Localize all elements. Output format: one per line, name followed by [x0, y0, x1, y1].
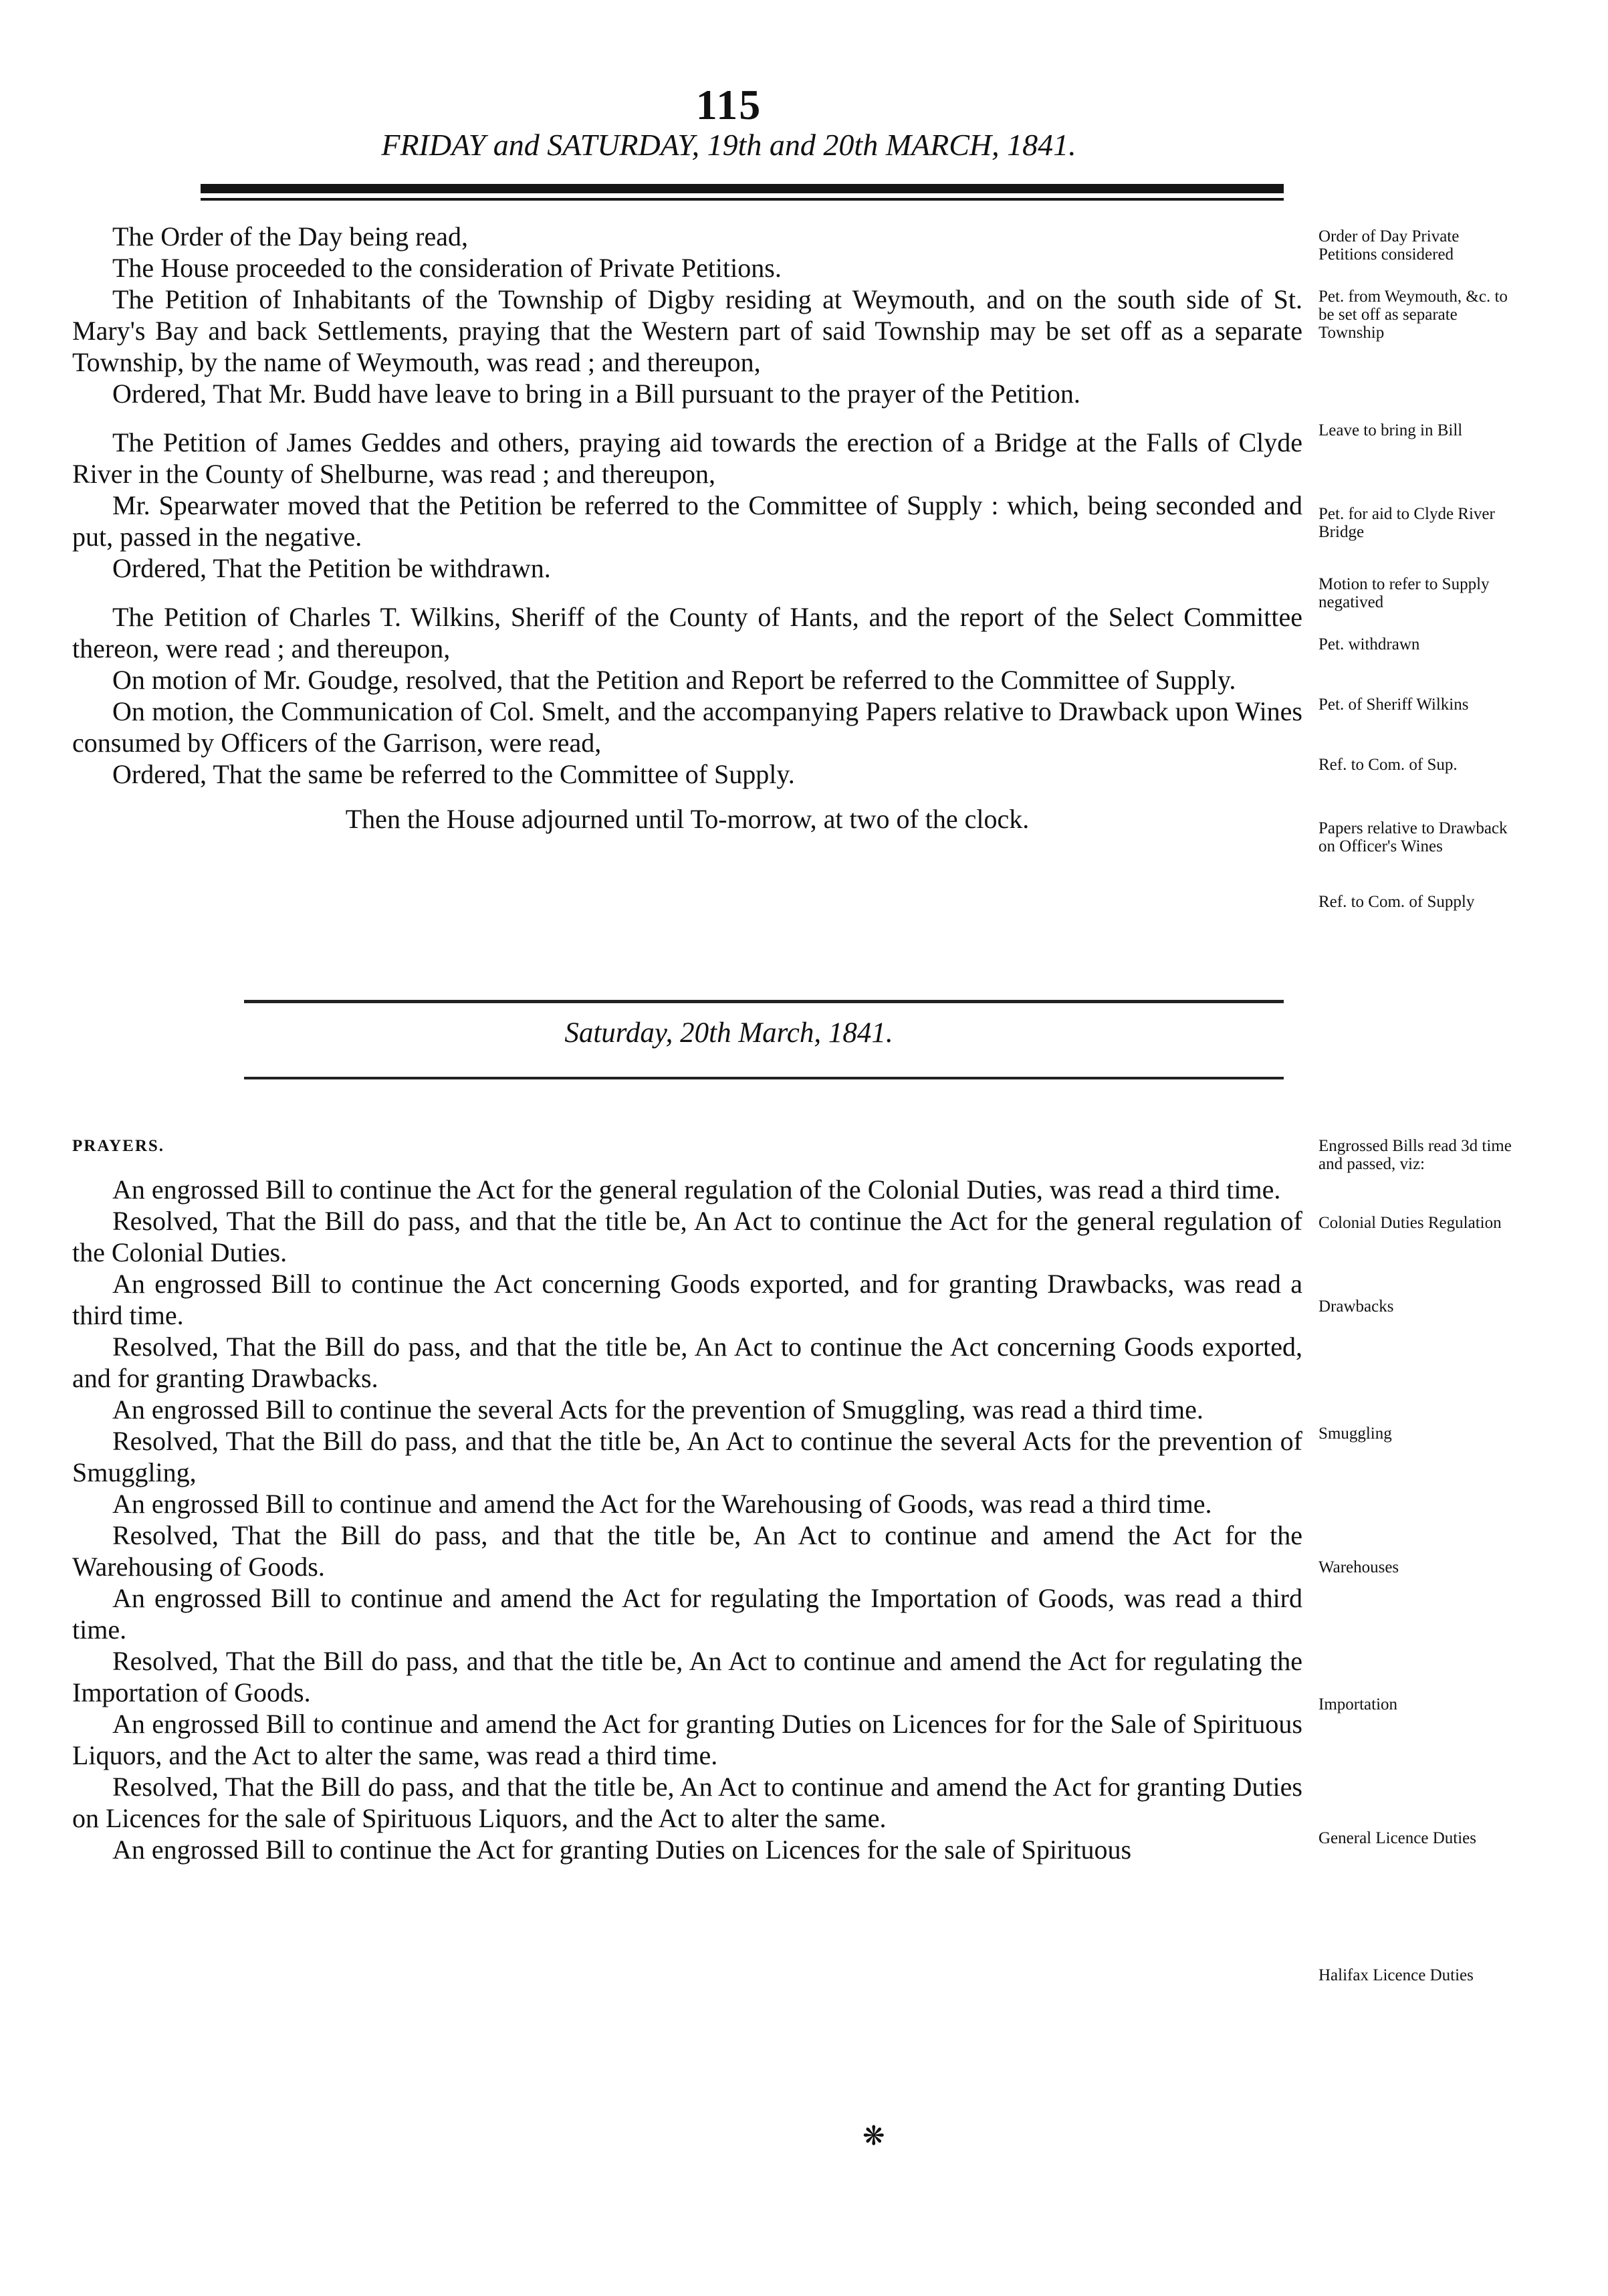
margin-note: Halifax Licence Duties — [1318, 1966, 1474, 1984]
margin-note: Colonial Duties Regulation — [1318, 1214, 1502, 1232]
paragraph: On motion, the Communication of Col. Smelt, and the accompanying Papers relative to Drawback upon Wines consumed by Officers of the Garrison, were read, — [72, 696, 1302, 758]
margin-note: Pet. withdrawn — [1318, 635, 1420, 653]
margin-note: Importation — [1318, 1695, 1398, 1713]
paragraph: The Order of the Day being read, — [112, 221, 468, 251]
margin-note: Warehouses — [1318, 1558, 1399, 1576]
margin-note: Ref. to Com. of Supply — [1318, 893, 1475, 911]
margin-note: Pet. from Weymouth, &c. to be set off as separate Township — [1318, 288, 1508, 342]
margin-note: Ref. to Com. of Sup. — [1318, 756, 1458, 774]
paragraph: An engrossed Bill to continue the Act for the general regulation of the Colonial Duties, was read a third time. — [112, 1174, 1281, 1205]
margin-note: Papers relative to Drawback on Officer's Wines — [1318, 819, 1508, 855]
heading-rule-thick — [201, 184, 1284, 193]
paragraph: The Petition of Inhabitants of the Township of Digby residing at Weymouth, and on the south side of St. Mary's Bay and back Settlements, praying that the Western part of said Township may be set off as a separate Township, by the name of Weymouth, was read ; and thereupon, — [72, 284, 1302, 377]
paragraph: Mr. Spearwater moved that the Petition be referred to the Committee of Supply : which, being seconded and put, passed in the negative. — [72, 490, 1302, 552]
paragraph: An engrossed Bill to continue the Act concerning Goods exported, and for granting Drawbacks, was read a third time. — [72, 1269, 1302, 1330]
margin-note: Motion to refer to Supply negatived — [1318, 575, 1490, 611]
paragraph: An engrossed Bill to continue the Act for granting Duties on Licences for the sale of Spirituous — [112, 1835, 1132, 1865]
paragraph: On motion of Mr. Goudge, resolved, that the Petition and Report be referred to the Committee of Supply. — [112, 665, 1236, 695]
paragraph: The Petition of James Geddes and others, praying aid towards the erection of a Bridge at the Falls of Clyde River in the County of Shelburne, was read ; and thereupon, — [72, 427, 1302, 489]
prayers-label: PRAYERS. — [72, 1137, 165, 1155]
paragraph: Resolved, That the Bill do pass, and that the title be, An Act to continue the several Acts for the prevention of Smuggling, — [72, 1426, 1302, 1487]
paragraph: The House proceeded to the consideration of Private Petitions. — [112, 253, 782, 283]
page-number: 115 — [695, 81, 762, 128]
paragraph: The Petition of Charles T. Wilkins, Sheriff of the County of Hants, and the report of the Select Committee thereon, were read ; and thereupon, — [72, 602, 1302, 663]
margin-note: General Licence Duties — [1318, 1829, 1476, 1847]
margin-note: Pet. for aid to Clyde River Bridge — [1318, 505, 1495, 541]
margin-note: Order of Day Private Petitions considered — [1318, 227, 1460, 264]
margin-note: Pet. of Sheriff Wilkins — [1318, 696, 1469, 714]
margin-note: Smuggling — [1318, 1425, 1392, 1443]
section-rule — [244, 1077, 1284, 1079]
paragraph: An engrossed Bill to continue and amend the Act for regulating the Importation of Goods, was read a third time. — [72, 1583, 1302, 1645]
paragraph: Resolved, That the Bill do pass, and that the title be, An Act to continue the Act for the general regulation of the Colonial Duties. — [72, 1206, 1302, 1267]
paragraph: Resolved, That the Bill do pass, and that the title be, An Act to continue the Act concerning Goods exported, and for granting Drawbacks. — [72, 1332, 1302, 1393]
heading-rule-thin — [201, 198, 1284, 201]
saturday-proceedings — [72, 1130, 1302, 1865]
friday-proceedings — [72, 221, 1302, 835]
paragraph: Ordered, That Mr. Budd have leave to bring in a Bill pursuant to the prayer of the Petition. — [112, 379, 1080, 409]
paragraph: An engrossed Bill to continue and amend the Act for granting Duties on Licences for for the Sale of Spirituous Liquors, and the Act to alter the same, was read a third time. — [72, 1709, 1302, 1770]
paragraph: Resolved, That the Bill do pass, and that the title be, An Act to continue and amend the Act for the Warehousing of Goods. — [72, 1520, 1302, 1582]
ornament-icon: ❋ — [863, 2121, 885, 2151]
paragraph: Ordered, That the Petition be withdrawn. — [112, 553, 551, 583]
paragraph: An engrossed Bill to continue and amend the Act for the Warehousing of Goods, was read a third time. — [112, 1489, 1212, 1519]
margin-note: Leave to bring in Bill — [1318, 421, 1463, 439]
section-rule — [244, 1000, 1284, 1003]
paragraph: Resolved, That the Bill do pass, and that the title be, An Act to continue and amend the Act for granting Duties on Licences for the sale of Spirituous Liquors, and the Act to alter the same. — [72, 1772, 1302, 1833]
paragraph: Resolved, That the Bill do pass, and that the title be, An Act to continue and amend the Act for regulating the Importation of Goods. — [72, 1646, 1302, 1707]
adjournment-line: Then the House adjourned until To-morrow, at two of the clock. — [345, 804, 1030, 834]
saturday-heading: Saturday, 20th March, 1841. — [564, 1017, 893, 1049]
paragraph: An engrossed Bill to continue the several Acts for the prevention of Smuggling, was read a third time. — [112, 1394, 1203, 1425]
paragraph: Ordered, That the same be referred to the Committee of Supply. — [112, 759, 795, 789]
margin-note: Drawbacks — [1318, 1297, 1394, 1316]
margin-note: Engrossed Bills read 3d time and passed, viz: — [1318, 1137, 1512, 1173]
page-heading: FRIDAY and SATURDAY, 19th and 20th MARCH, 1841. — [381, 128, 1076, 162]
